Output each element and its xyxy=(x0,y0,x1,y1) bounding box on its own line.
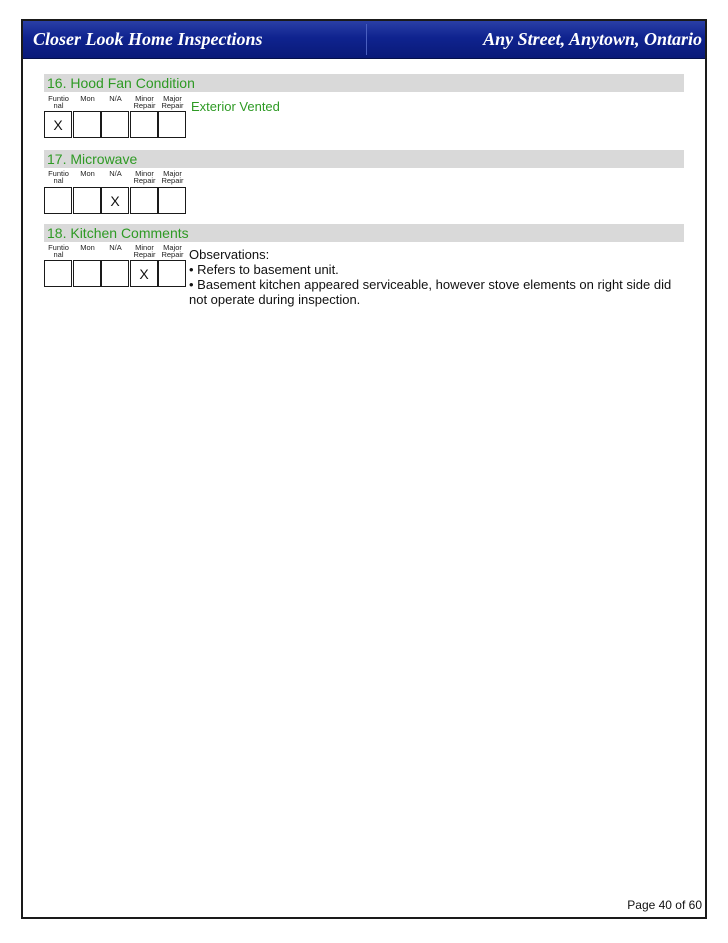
checkbox-functional[interactable] xyxy=(44,187,72,214)
checkbox-mon[interactable] xyxy=(73,260,101,287)
col-label-na: N/A xyxy=(109,243,122,252)
status-checkboxes xyxy=(44,111,188,138)
hood-fan-note: Exterior Vented xyxy=(191,99,280,114)
section-header-hood-fan xyxy=(44,74,684,92)
checkbox-minor-repair[interactable] xyxy=(130,187,158,214)
observation-item: • Basement kitchen appeared serviceable, however stove elements on right side did not operate during inspection. xyxy=(189,277,672,307)
checkbox-major-repair[interactable] xyxy=(158,187,186,214)
company-title: Closer Look Home Inspections xyxy=(33,29,263,49)
checkbox-na[interactable] xyxy=(101,260,129,287)
section-title: 18. Kitchen Comments xyxy=(47,225,189,241)
checkbox-mon[interactable] xyxy=(73,111,101,138)
status-checkboxes xyxy=(44,187,188,214)
page-number: Page 40 of 60 xyxy=(627,898,702,912)
address-text: Any Street, Anytown, Ontario xyxy=(483,29,702,49)
observations-heading: Observations: xyxy=(189,247,270,262)
checkbox-major-repair[interactable] xyxy=(158,260,186,287)
header-divider xyxy=(366,24,367,55)
section-header-microwave xyxy=(44,150,684,168)
col-label-functional: Funtio nal xyxy=(48,243,69,259)
col-label-functional: Funtio nal xyxy=(48,94,69,110)
status-checkboxes xyxy=(44,260,188,287)
checkbox-functional[interactable] xyxy=(44,260,72,287)
col-label-mon: Mon xyxy=(80,94,95,103)
checkbox-minor-repair[interactable]: X xyxy=(130,260,158,287)
col-label-minor-repair: Minor Repair xyxy=(133,94,156,110)
checkbox-minor-repair[interactable] xyxy=(130,111,158,138)
col-label-na: N/A xyxy=(109,94,122,103)
col-label-mon: Mon xyxy=(80,169,95,178)
col-label-mon: Mon xyxy=(80,243,95,252)
observation-item: • Refers to basement unit. xyxy=(189,262,339,277)
checkbox-na[interactable]: X xyxy=(101,187,129,214)
col-label-functional: Funtio nal xyxy=(48,169,69,185)
col-label-minor-repair: Minor Repair xyxy=(133,169,156,185)
section-title: 17. Microwave xyxy=(47,151,138,167)
col-label-major-repair: Major Repair xyxy=(161,94,184,110)
report-header xyxy=(23,21,705,59)
col-label-major-repair: Major Repair xyxy=(161,243,184,259)
checkbox-mon[interactable] xyxy=(73,187,101,214)
kitchen-observations xyxy=(189,247,679,307)
checkbox-major-repair[interactable] xyxy=(158,111,186,138)
col-label-minor-repair: Minor Repair xyxy=(133,243,156,259)
checkbox-na[interactable] xyxy=(101,111,129,138)
section-title: 16. Hood Fan Condition xyxy=(47,75,195,91)
col-label-major-repair: Major Repair xyxy=(161,169,184,185)
checkbox-functional[interactable]: X xyxy=(44,111,72,138)
col-label-na: N/A xyxy=(109,169,122,178)
section-header-kitchen-comments xyxy=(44,224,684,242)
